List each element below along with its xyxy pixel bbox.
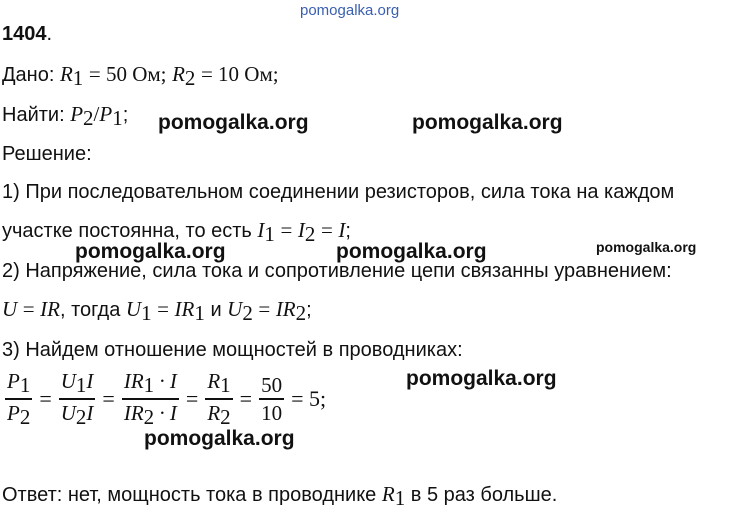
step1-line1: 1) При последовательном соединении резисторов, сила тока на каждом xyxy=(2,181,675,203)
given-label: Дано: xyxy=(2,64,55,86)
watermark-d: pomogalka.org xyxy=(336,240,487,263)
step2-line1: 2) Напряжение, сила тока и сопротивление цепи связанны уравнением: xyxy=(2,260,672,282)
watermark-top: pomogalka.org xyxy=(300,2,400,19)
watermark-c: pomogalka.org xyxy=(75,240,226,263)
power-ratio-equation: $\frac{P_1}{P_2}$ = $\frac{U_1I}{U_2I}$ = $\frac{IR_1 \cdot I}{IR_2 \cdot I}$ = $\frac{R_1}{R_2}$ = $\frac{50}{10}$ = 5; xyxy=(7,369,327,429)
fraction-u1i-u2i: $\frac{U_1I}{U_2I}$ xyxy=(60,369,94,429)
given-line: Дано: $R_1 = 50$ Ом; $R_2 = 10$ Ом; xyxy=(2,62,279,90)
step1-line2: участке постоянна, то есть $I_1 = I_2 = I$; xyxy=(2,218,351,246)
watermark-b: pomogalka.org xyxy=(412,111,563,134)
problem-number: 1404. xyxy=(2,23,53,45)
fraction-p1-p2: $\frac{P_1}{P_2}$ xyxy=(7,369,31,429)
ratio-result: = 5; xyxy=(291,386,327,411)
watermark-f: pomogalka.org xyxy=(406,367,557,390)
fraction-r1-r2: $\frac{R_1}{R_2}$ xyxy=(207,369,231,429)
find-label: Найти: xyxy=(2,104,65,126)
watermark-e: pomogalka.org xyxy=(596,239,697,255)
watermark-g: pomogalka.org xyxy=(144,427,295,450)
fraction-ir1i-ir2i: $\frac{IR_1 \cdot I}{IR_2 \cdot I}$ xyxy=(123,369,177,429)
answer-label: Ответ: xyxy=(2,484,63,506)
step3-line1: 3) Найдем отношение мощностей в проводниках: xyxy=(2,339,463,361)
fraction-50-10: $\frac{50}{10}$ xyxy=(261,373,283,425)
watermark-a: pomogalka.org xyxy=(158,111,309,134)
solution-label: Решение: xyxy=(2,143,92,165)
step2-line2: U = IR, тогда $U_1 = IR_1$ и $U_2 = IR_2$; xyxy=(2,297,312,325)
answer-line: Ответ: нет, мощность тока в проводнике $R_1$ в 5 раз больше. xyxy=(2,482,558,510)
find-line: Найти: $P_2/P_1$; xyxy=(2,102,129,130)
